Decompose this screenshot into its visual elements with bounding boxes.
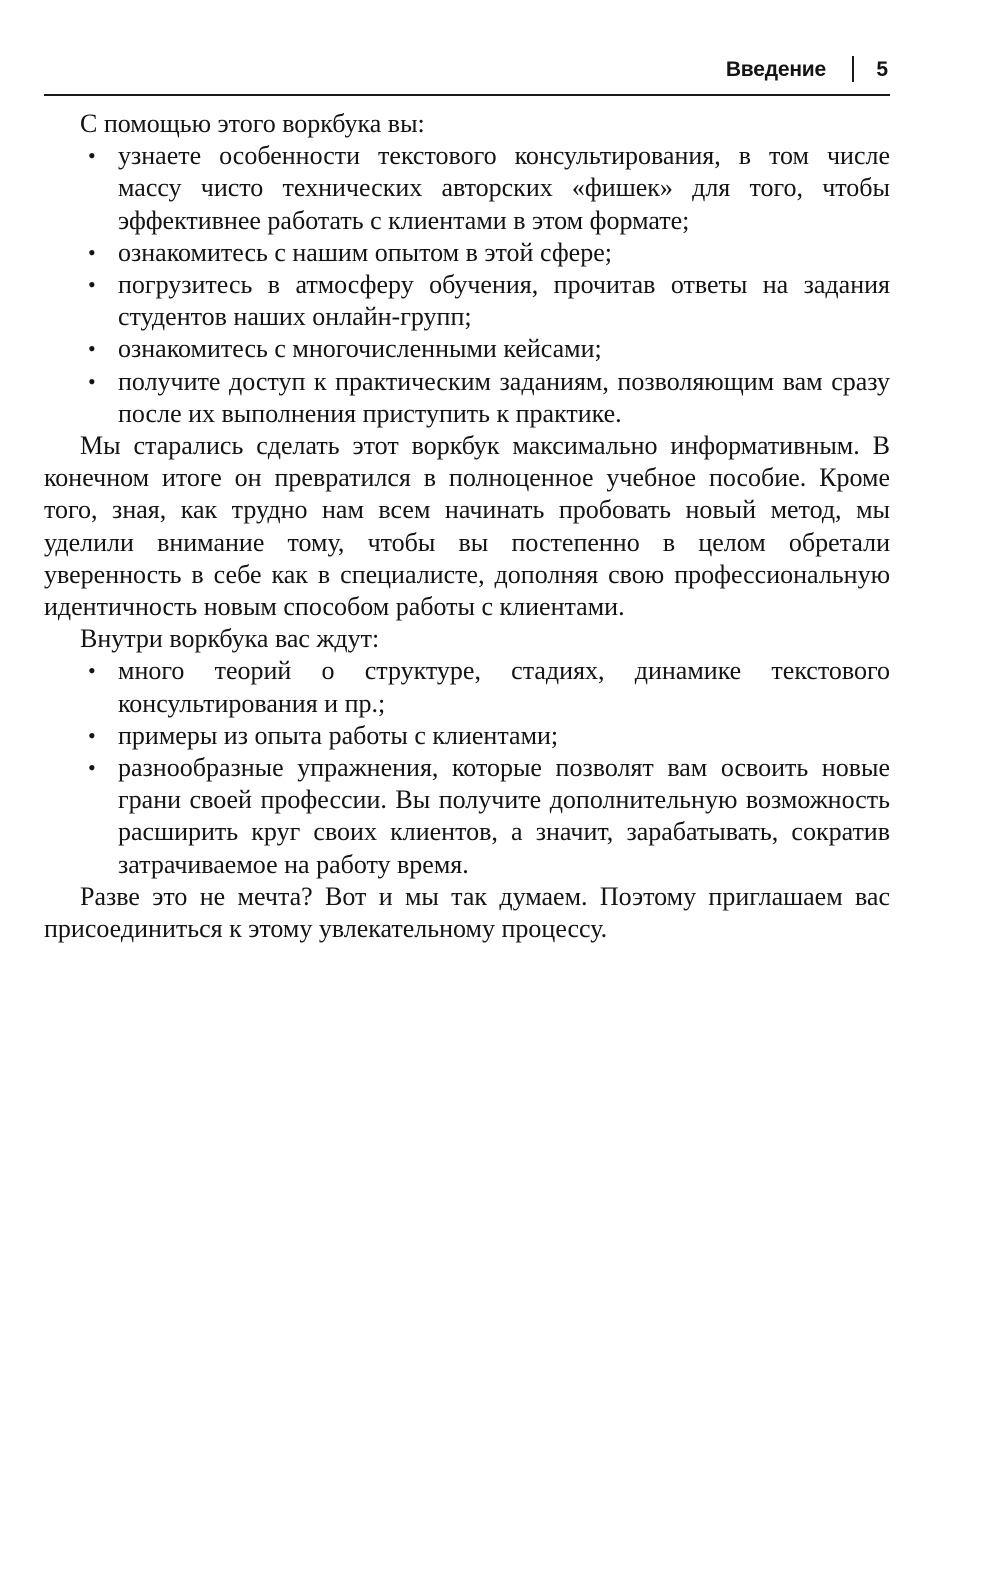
intro-paragraph: С помощью этого воркбука вы:: [80, 109, 425, 138]
list-item-text: ознакомитесь с многочисленными кейсами;: [118, 334, 602, 364]
list-item-text: ознакомитесь с нашим опытом в этой сфере;: [118, 237, 612, 267]
bullet-icon: •: [88, 755, 96, 781]
list-item: [88, 366, 890, 430]
list-item-text: погрузитесь в атмосферу обучения, прочитав ответы на задания студентов наших онлайн-групп;: [118, 270, 890, 332]
list-item-text: разнообразные упражнения, которые позволят вам освоить новые грани своей профессии. Вы получите дополнительную возможность расширить круг своих клиентов, а значит, зарабатывать, сократив затрачиваемое на работу время.: [118, 753, 890, 879]
list-item-text: узнаете особенности текстового консультирования, в том числе массу чисто технических авторских «фишек» для того, чтобы эффективнее работать с клиентами в этом формате;: [118, 141, 890, 235]
inside-list: [44, 655, 890, 880]
page-number: 5: [876, 58, 888, 81]
bullet-icon: •: [88, 336, 96, 362]
inside-intro-paragraph: Внутри воркбука вас ждут:: [80, 624, 380, 654]
list-item: [88, 720, 890, 752]
bullet-icon: •: [88, 658, 96, 684]
bullet-icon: •: [88, 239, 96, 265]
bullet-icon: •: [88, 722, 96, 748]
running-header: [44, 52, 890, 96]
bullet-icon: •: [88, 143, 96, 169]
list-item: [88, 655, 890, 719]
list-item: [88, 333, 890, 365]
benefits-list: [44, 140, 890, 430]
bullet-icon: •: [88, 368, 96, 394]
bullet-icon: •: [88, 272, 96, 298]
list-item: [88, 237, 890, 269]
list-item-text: много теорий о структуре, стадиях, динамике текстового консультирования и пр.;: [118, 656, 890, 718]
list-item-text: примеры из опыта работы с клиентами;: [118, 720, 559, 750]
list-item: [88, 140, 890, 237]
body-paragraph: Мы старались сделать этот воркбук максимально информативным. В конечном итоге он превратился в полноценное учебное пособие. Кроме того, зная, как трудно нам всем начинать пробовать новый метод, мы уделили внимание тому, чтобы вы постепенно в целом обретали уверенность в себе как в специалисте, дополняя свою профессиональную идентичность новым способом работы с клиентами.: [44, 431, 890, 622]
list-item: [88, 752, 890, 881]
page-body: [44, 108, 890, 945]
section-title: Введение: [725, 58, 826, 81]
list-item: [88, 269, 890, 333]
header-separator: [852, 56, 854, 82]
list-item-text: получите доступ к практическим заданиям, позволяющим вам сразу после их выполнения приступить к практике.: [118, 366, 890, 428]
closing-paragraph: Разве это не мечта? Вот и мы так думаем. Поэтому приглашаем вас присоединиться к этому увлекательному процессу.: [44, 881, 890, 944]
